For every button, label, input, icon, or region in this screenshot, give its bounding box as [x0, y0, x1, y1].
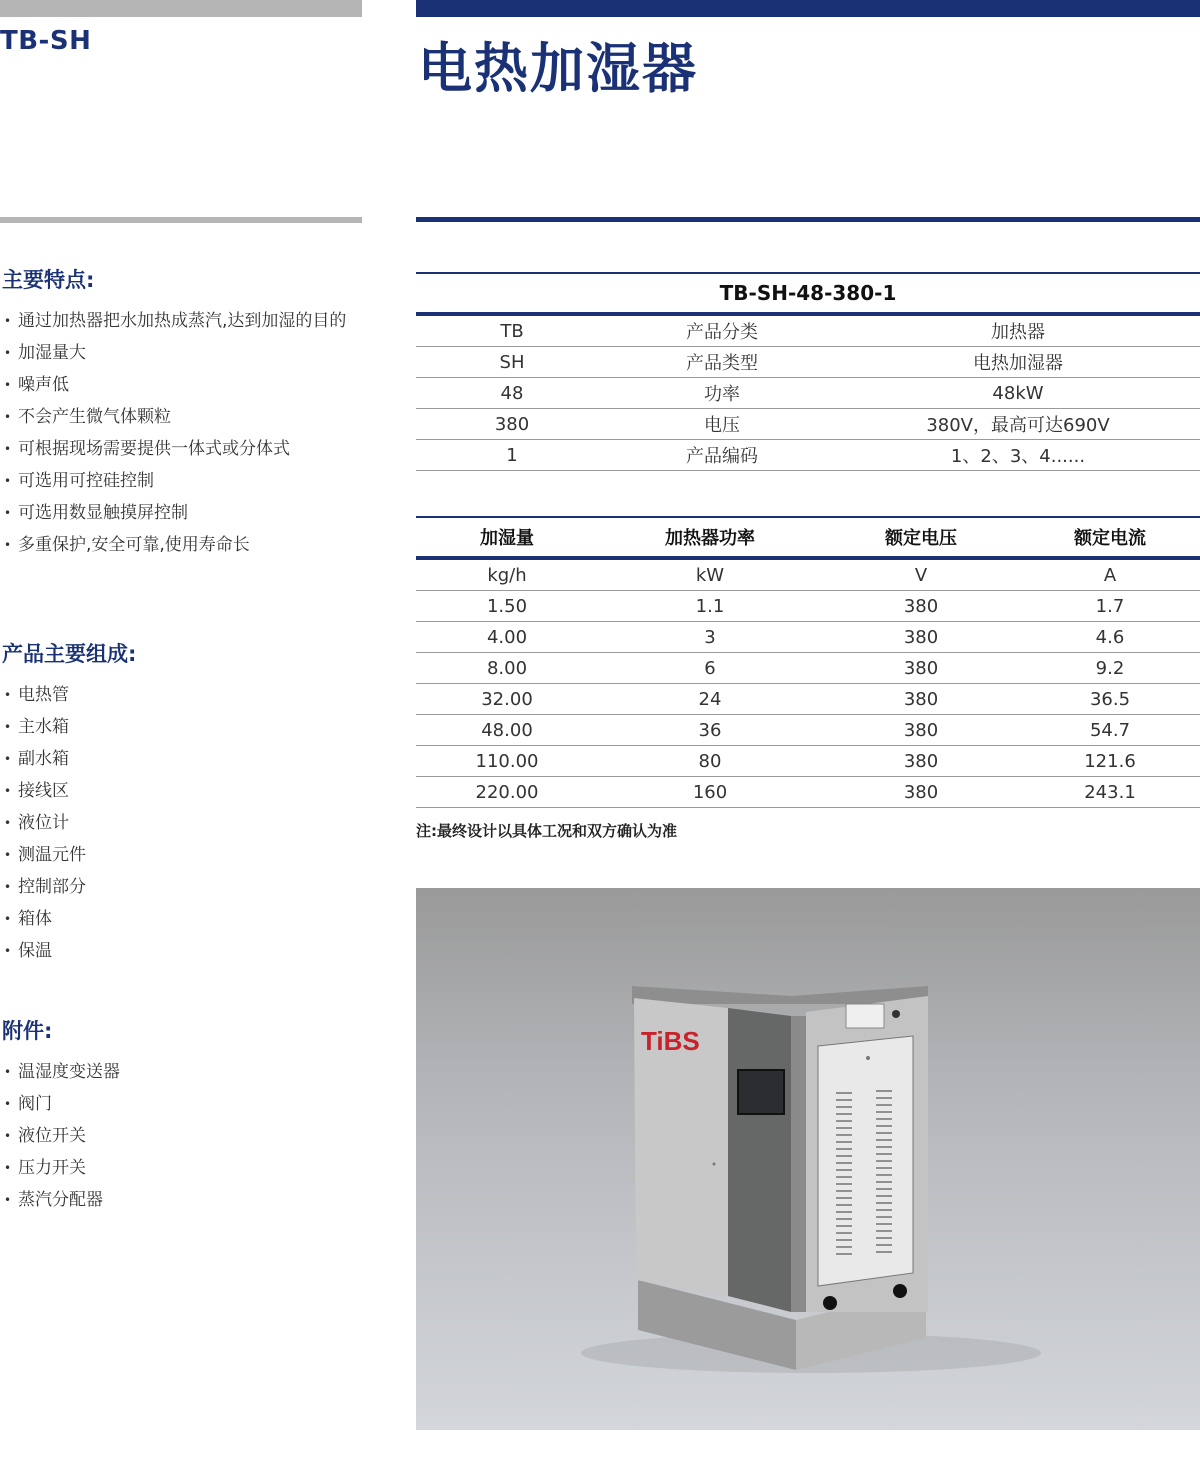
code-table-meaning: 产品类型	[608, 347, 836, 378]
spec-cell: 380	[822, 746, 1020, 777]
spec-table-row	[416, 653, 1200, 684]
spec-cell: 220.00	[416, 777, 598, 808]
code-table-row	[416, 378, 1200, 409]
accessories-item: • 温湿度变送器	[2, 1056, 120, 1088]
spec-unit-cell: kg/h	[416, 558, 598, 591]
model-code: TB-SH	[0, 26, 92, 56]
spec-cell: 36.5	[1020, 684, 1200, 715]
spec-cell: 110.00	[416, 746, 598, 777]
components-item: • 主水箱	[2, 711, 86, 743]
model-code-table	[416, 272, 1200, 471]
features-title: 主要特点:	[2, 268, 95, 292]
features-item: • 可选用可控硅控制	[2, 465, 363, 497]
spec-cell: 54.7	[1020, 715, 1200, 746]
accessories-item: • 阀门	[2, 1088, 120, 1120]
code-table-value: 48kW	[836, 378, 1200, 409]
spec-table-row	[416, 622, 1200, 653]
spec-header-cell: 额定电流	[1020, 517, 1200, 558]
spec-table-row	[416, 684, 1200, 715]
spec-header-cell: 加热器功率	[598, 517, 822, 558]
features-list	[2, 305, 363, 561]
spec-unit-row	[416, 558, 1200, 591]
code-table-row	[416, 440, 1200, 471]
spec-unit-cell: A	[1020, 558, 1200, 591]
code-table-value: 加热器	[836, 314, 1200, 347]
components-item: • 液位计	[2, 807, 86, 839]
spec-cell: 48.00	[416, 715, 598, 746]
components-item: • 副水箱	[2, 743, 86, 775]
components-item: • 保温	[2, 935, 86, 967]
spec-cell: 160	[598, 777, 822, 808]
humidifier-illustration	[416, 888, 1200, 1430]
features-item: • 不会产生微气体颗粒	[2, 401, 363, 433]
spec-header-row	[416, 517, 1200, 558]
spec-cell: 380	[822, 622, 1020, 653]
components-item: • 控制部分	[2, 871, 86, 903]
accessories-item: • 压力开关	[2, 1152, 120, 1184]
accessories-item: • 蒸汽分配器	[2, 1184, 120, 1216]
code-table-meaning: 电压	[608, 409, 836, 440]
code-table-value: 380V，最高可达690V	[836, 409, 1200, 440]
spec-cell: 4.6	[1020, 622, 1200, 653]
left-divider	[0, 217, 362, 223]
spec-cell: 32.00	[416, 684, 598, 715]
spec-cell: 8.00	[416, 653, 598, 684]
code-table-meaning: 产品编码	[608, 440, 836, 471]
components-item: • 测温元件	[2, 839, 86, 871]
spec-table-row	[416, 715, 1200, 746]
spec-cell: 380	[822, 715, 1020, 746]
spec-table	[416, 516, 1200, 808]
spec-table-row	[416, 746, 1200, 777]
components-item: • 接线区	[2, 775, 86, 807]
features-item: • 噪声低	[2, 369, 363, 401]
spec-table-row	[416, 777, 1200, 808]
spec-cell: 380	[822, 777, 1020, 808]
brand-logo: TiBS	[641, 1026, 700, 1056]
code-table-code: 48	[416, 378, 608, 409]
accessories-list	[2, 1056, 120, 1216]
spec-cell: 80	[598, 746, 822, 777]
components-item: • 箱体	[2, 903, 86, 935]
spec-cell: 380	[822, 684, 1020, 715]
accessories-title: 附件:	[2, 1019, 53, 1043]
code-table-row	[416, 409, 1200, 440]
spec-cell: 1.1	[598, 591, 822, 622]
code-table-value: 1、2、3、4......	[836, 440, 1200, 471]
model-number: TB-SH-48-380-1	[416, 273, 1200, 314]
components-title: 产品主要组成:	[2, 642, 137, 666]
code-table-code: SH	[416, 347, 608, 378]
spec-cell: 121.6	[1020, 746, 1200, 777]
title-underline	[416, 217, 1200, 222]
spec-header-cell: 加湿量	[416, 517, 598, 558]
spec-cell: 36	[598, 715, 822, 746]
features-item: • 可选用数显触摸屏控制	[2, 497, 363, 529]
model-row	[416, 273, 1200, 314]
spec-cell: 1.50	[416, 591, 598, 622]
page-title: 电热加湿器	[418, 37, 698, 100]
code-table-code: 1	[416, 440, 608, 471]
spec-unit-cell: V	[822, 558, 1020, 591]
spec-cell: 243.1	[1020, 777, 1200, 808]
spec-cell: 9.2	[1020, 653, 1200, 684]
spec-header-cell: 额定电压	[822, 517, 1020, 558]
components-item: • 电热管	[2, 679, 86, 711]
top-blue-bar	[416, 0, 1200, 17]
design-note: 注:最终设计以具体工况和双方确认为准	[416, 822, 678, 840]
features-item: • 可根据现场需要提供一体式或分体式	[2, 433, 363, 465]
accessories-item: • 液位开关	[2, 1120, 120, 1152]
code-table-row	[416, 347, 1200, 378]
code-table-value: 电热加湿器	[836, 347, 1200, 378]
spec-cell: 24	[598, 684, 822, 715]
spec-cell: 4.00	[416, 622, 598, 653]
features-item: • 加湿量大	[2, 337, 363, 369]
spec-table-row	[416, 591, 1200, 622]
spec-cell: 380	[822, 591, 1020, 622]
code-table-meaning: 产品分类	[608, 314, 836, 347]
code-table-code: TB	[416, 314, 608, 347]
spec-cell: 3	[598, 622, 822, 653]
code-table-code: 380	[416, 409, 608, 440]
product-image	[416, 888, 1200, 1430]
features-item: • 通过加热器把水加热成蒸汽,达到加湿的目的	[2, 305, 363, 337]
code-table-row	[416, 314, 1200, 347]
features-item: • 多重保护,安全可靠,使用寿命长	[2, 529, 363, 561]
spec-cell: 1.7	[1020, 591, 1200, 622]
spec-cell: 380	[822, 653, 1020, 684]
components-list	[2, 679, 86, 967]
spec-cell: 6	[598, 653, 822, 684]
code-table-meaning: 功率	[608, 378, 836, 409]
spec-unit-cell: kW	[598, 558, 822, 591]
top-left-divider	[0, 0, 362, 17]
